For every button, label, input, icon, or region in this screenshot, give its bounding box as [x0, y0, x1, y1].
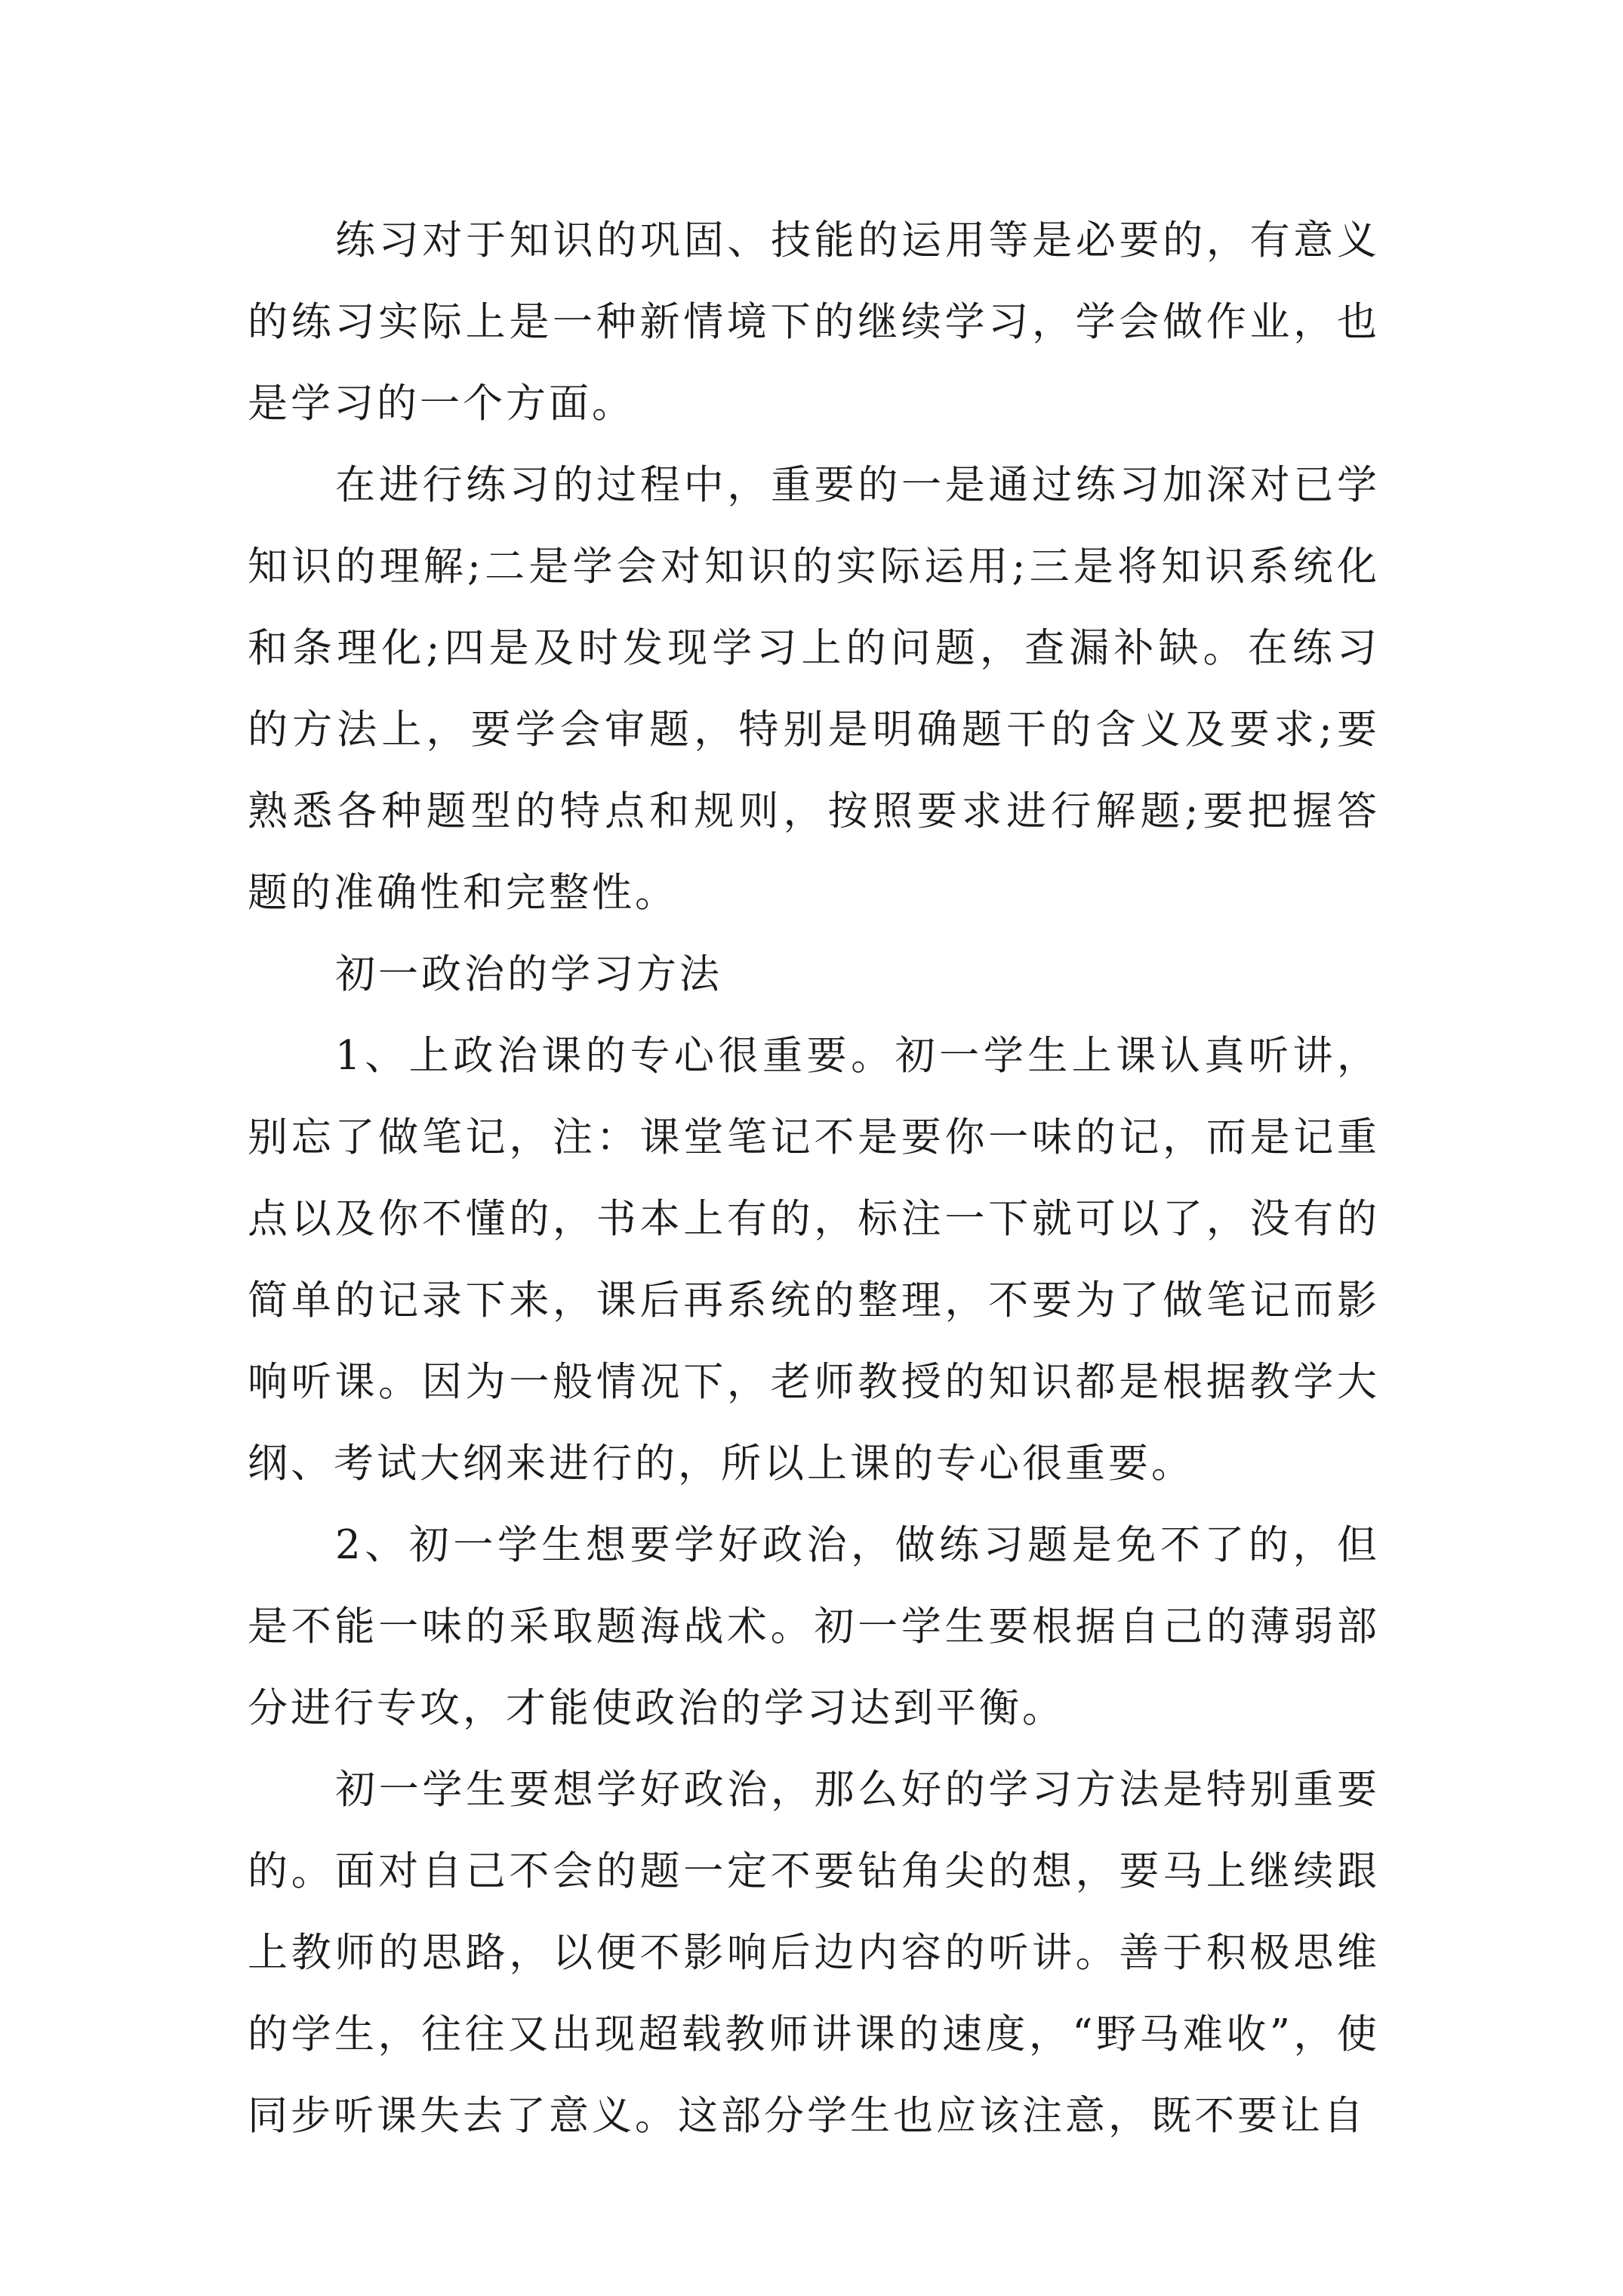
- paragraph-practice-meaning: 练习对于知识的巩固、技能的运用等是必要的，有意义的练习实际上是一种新情境下的继续学习，学会做作业，也是学习的一个方面。: [248, 217, 1380, 427]
- paragraph-practice-process: 在进行练习的过程中，重要的一是通过练习加深对已学知识的理解;二是学会对知识的实际运用;三是将知识系统化和条理化;四是及时发现学习上的问题，查漏补缺。在练习的方法上，要学会审题，特别是明确题干的含义及要求;要熟悉各种题型的特点和规则，按照要求进行解题;要把握答题的准确性和完整性。: [248, 462, 1380, 916]
- document-body: [248, 200, 1380, 2157]
- paragraph-method-1: 1、上政治课的专心很重要。初一学生上课认真听讲，别忘了做笔记，注：课堂笔记不是要你一味的记，而是记重点以及你不懂的，书本上有的，标注一下就可以了，没有的简单的记录下来，课后再系统的整理，不要为了做笔记而影响听课。因为一般情况下，老师教授的知识都是根据教学大纲、考试大纲来进行的，所以上课的专心很重要。: [248, 1033, 1380, 1487]
- paragraph-method-2: 2、初一学生想要学好政治，做练习题是免不了的，但是不能一味的采取题海战术。初一学生要根据自己的薄弱部分进行专攻，才能使政治的学习达到平衡。: [248, 1522, 1380, 1731]
- paragraph-method-summary: 初一学生要想学好政治，那么好的学习方法是特别重要的。面对自己不会的题一定不要钻角尖的想，要马上继续跟上教师的思路，以便不影响后边内容的听讲。善于积极思维的学生，往往又出现超载教师讲课的速度，“野马难收”，使同步听课失去了意义。这部分学生也应该注意，既不要让自: [248, 1767, 1380, 2139]
- section-heading: 初一政治的学习方法: [335, 951, 722, 997]
